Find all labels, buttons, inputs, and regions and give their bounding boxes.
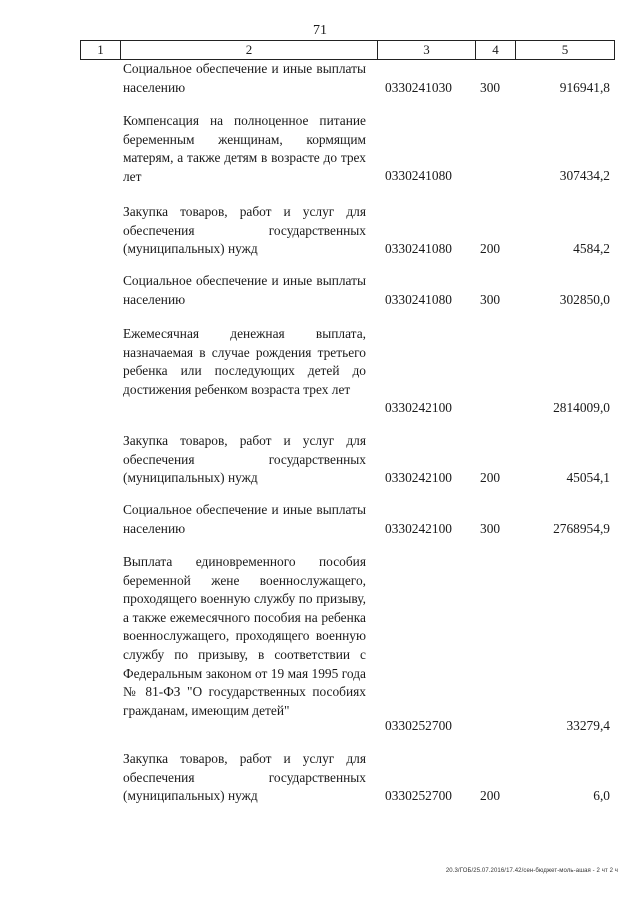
row-description: Выплата единовременного пособия беременной жене военнослужащего, проходящего военную службу по призыву, а также ежемесячного пособия на ребенка военнослужащего, проходящего военную службу по призыву, в соответствии с Федеральным законом от 19 мая 1995 года № 81-ФЗ "О государственных пособиях гражданам, имеющим детей" (123, 554, 366, 718)
header-col-2: 2 (121, 41, 378, 59)
row-code: 0330241080 (385, 241, 452, 256)
row-kind: 200 (480, 241, 501, 256)
row-amount: 4584,2 (573, 241, 610, 256)
row-amount: 2768954,9 (553, 521, 610, 536)
row-kind: 300 (480, 80, 501, 95)
row-amount: 45054,1 (566, 470, 610, 485)
row-amount: 302850,0 (559, 292, 610, 307)
row-amount: 2814009,0 (553, 400, 610, 415)
row-code: 0330242100 (385, 400, 452, 415)
row-amount: 307434,2 (559, 168, 610, 183)
row-kind: 200 (480, 788, 501, 803)
header-col-5: 5 (561, 42, 569, 57)
row-code: 0330241080 (385, 168, 452, 183)
row-description: Закупка товаров, работ и услуг для обеспечения государственных (муниципальных) нужд (123, 433, 366, 486)
header-col-3: 3 (378, 41, 476, 59)
row-code: 0330241080 (385, 292, 452, 307)
header-col-1: 1 (81, 41, 121, 59)
row-kind: 300 (480, 292, 501, 307)
row-amount: 33279,4 (566, 718, 610, 733)
row-description: Социальное обеспечение и иные выплаты населению (123, 502, 366, 536)
row-kind: 200 (480, 470, 501, 485)
row-description: Социальное обеспечение и иные выплаты населению (123, 273, 366, 307)
row-kind: 300 (480, 521, 501, 536)
row-code: 0330252700 (385, 788, 452, 803)
row-code: 0330242100 (385, 521, 452, 536)
footer-document-code: 20.3/ГОБ/25.07.2016/17.42/сен-бюджет-моль-ашая - 2 чт 2 ч (445, 868, 618, 874)
row-description: Закупка товаров, работ и услуг для обеспечения государственных (муниципальных) нужд (123, 751, 366, 804)
row-description: Ежемесячная денежная выплата, назначаемая в случае рождения третьего ребенка или последующих детей до достижения ребенком возраста трех лет (123, 326, 366, 397)
row-code: 0330252700 (385, 718, 452, 733)
row-code: 0330242100 (385, 470, 452, 485)
row-amount: 916941,8 (559, 80, 610, 95)
table-header (80, 40, 615, 60)
row-description: Закупка товаров, работ и услуг для обеспечения государственных (муниципальных) нужд (123, 204, 366, 257)
row-amount: 6,0 (593, 788, 610, 803)
page-number: 71 (313, 23, 327, 38)
row-description: Компенсация на полноценное питание беременным женщинам, кормящим матерям, а также детям в возрасте до трех лет (123, 113, 366, 184)
header-col-4: 4 (476, 41, 516, 59)
row-description: Социальное обеспечение и иные выплаты населению (123, 61, 366, 95)
row-code: 0330241030 (385, 80, 452, 95)
